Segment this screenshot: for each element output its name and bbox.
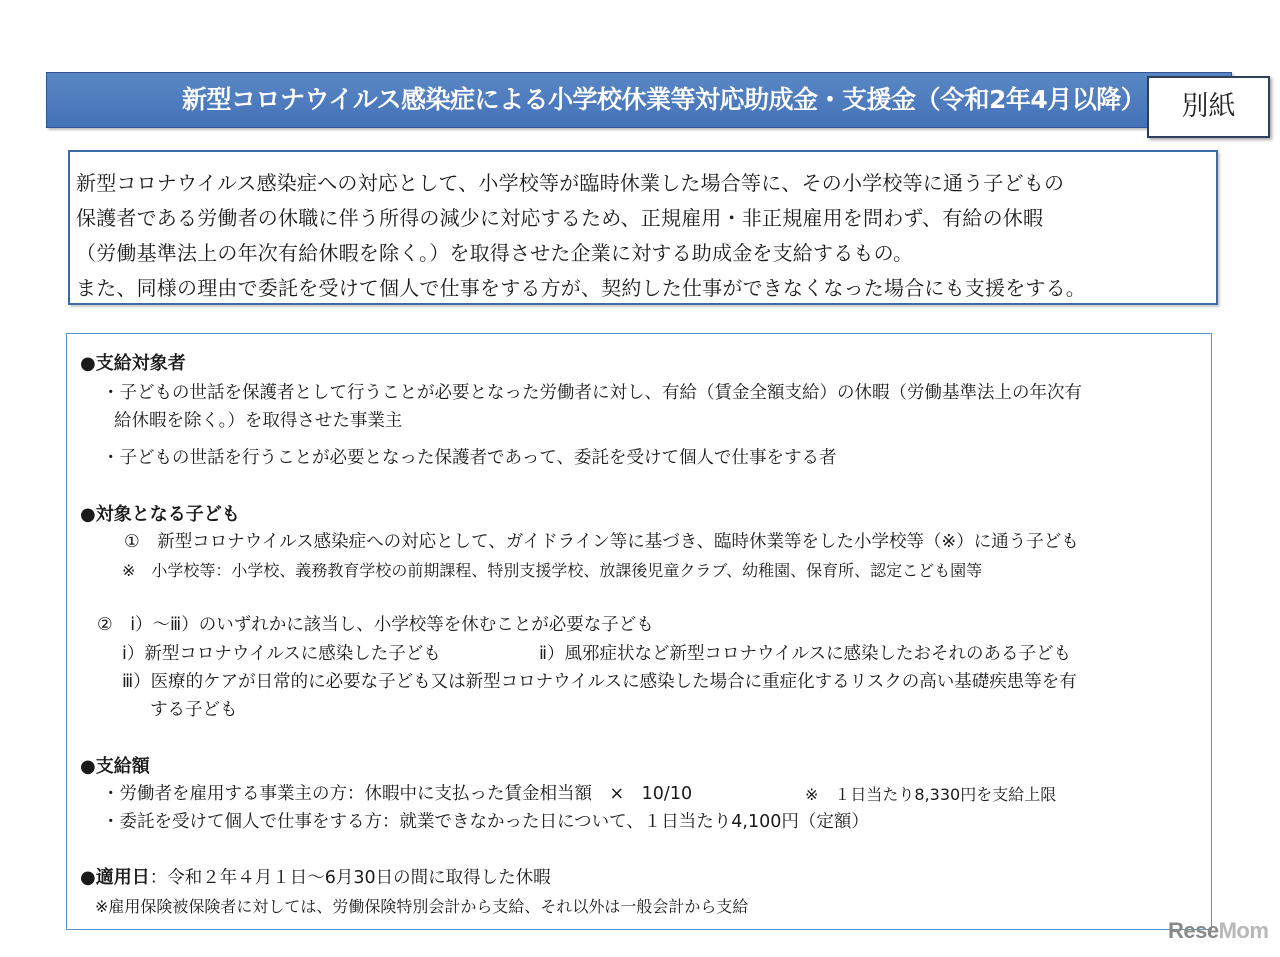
title-banner (46, 72, 1232, 128)
eligible-heading: ●支給対象者 (80, 353, 186, 374)
summary-line: また、同様の理由で委託を受けて個人で仕事をする方が、契約した仕事ができなくなった場合にも支援をする。 (76, 276, 1086, 300)
children-item: ① 新型コロナウイルス感染症への対応として、ガイドライン等に基づき、臨時休業等をした小学校等（※）に通う子ども (124, 532, 1079, 552)
children-subitem: ⅲ）医療的ケアが日常的に必要な子ども又は新型コロナウイルスに感染した場合に重症化するリスクの高い基礎疾患等を有 (122, 672, 1077, 692)
amount-heading: ●支給額 (80, 756, 150, 777)
children-heading: ●対象となる子ども (80, 504, 240, 525)
applicable-row (80, 863, 551, 889)
annex-label: 別紙 (1147, 76, 1270, 138)
details-box (66, 333, 1212, 930)
summary-line: （労働基準法上の年次有給休暇を除く。）を取得させた企業に対する助成金を支給するもの。 (76, 241, 914, 265)
children-subitem: ⅱ）風邪症状など新型コロナウイルスに感染したおそれのある子ども (539, 644, 1071, 664)
children-item: ② ⅰ）～ⅲ）のいずれかに該当し、小学校等を休むことが必要な子ども (97, 615, 654, 635)
children-subitem-cont: する子ども (150, 700, 238, 720)
applicable-text: ：令和２年４月１日～6月30日の間に取得した休暇 (149, 868, 551, 888)
eligible-item-cont: 給休暇を除く。）を取得させた事業主 (114, 411, 403, 431)
resemom-logo: ReseMom (1168, 918, 1269, 943)
summary-box (68, 150, 1218, 305)
applicable-heading: ●適用日 (80, 867, 150, 888)
page-title: 新型コロナウイルス感染症による小学校休業等対応助成金・支援金（令和2年4月以降） (182, 85, 1146, 114)
eligible-item: ・子どもの世話を行うことが必要となった保護者であって、委託を受けて個人で仕事をする者 (102, 448, 837, 468)
children-note: ※ 小学校等：小学校、義務教育学校の前期課程、特別支援学校、放課後児童クラブ、幼稚園、保育所、認定こども園等 (122, 561, 983, 580)
children-subitem: ⅰ）新型コロナウイルスに感染した子ども (122, 644, 441, 664)
summary-line: 新型コロナウイルス感染症への対応として、小学校等が臨時休業した場合等に、その小学校等に通う子どもの (76, 171, 1065, 195)
eligible-item: ・子どもの世話を保護者として行うことが必要となった労働者に対し、有給（賃金全額支給）の休暇（労働基準法上の年次有 (102, 383, 1082, 403)
summary-line: 保護者である労働者の休職に伴う所得の減少に対応するため、正規雇用・非正規雇用を問わず、有給の休暇 (76, 206, 1044, 230)
amount-note: ※ １日当たり8,330円を支給上限 (805, 785, 1057, 804)
amount-item: ・委託を受けて個人で仕事をする方：就業できなかった日について、１日当たり4,100円（定額） (102, 812, 869, 832)
amount-item: ・労働者を雇用する事業主の方：休暇中に支払った賃金相当額 × 10/10 (102, 784, 693, 804)
applicable-note: ※雇用保険被保険者に対しては、労働保険特別会計から支給、それ以外は一般会計から支給 (95, 897, 749, 916)
